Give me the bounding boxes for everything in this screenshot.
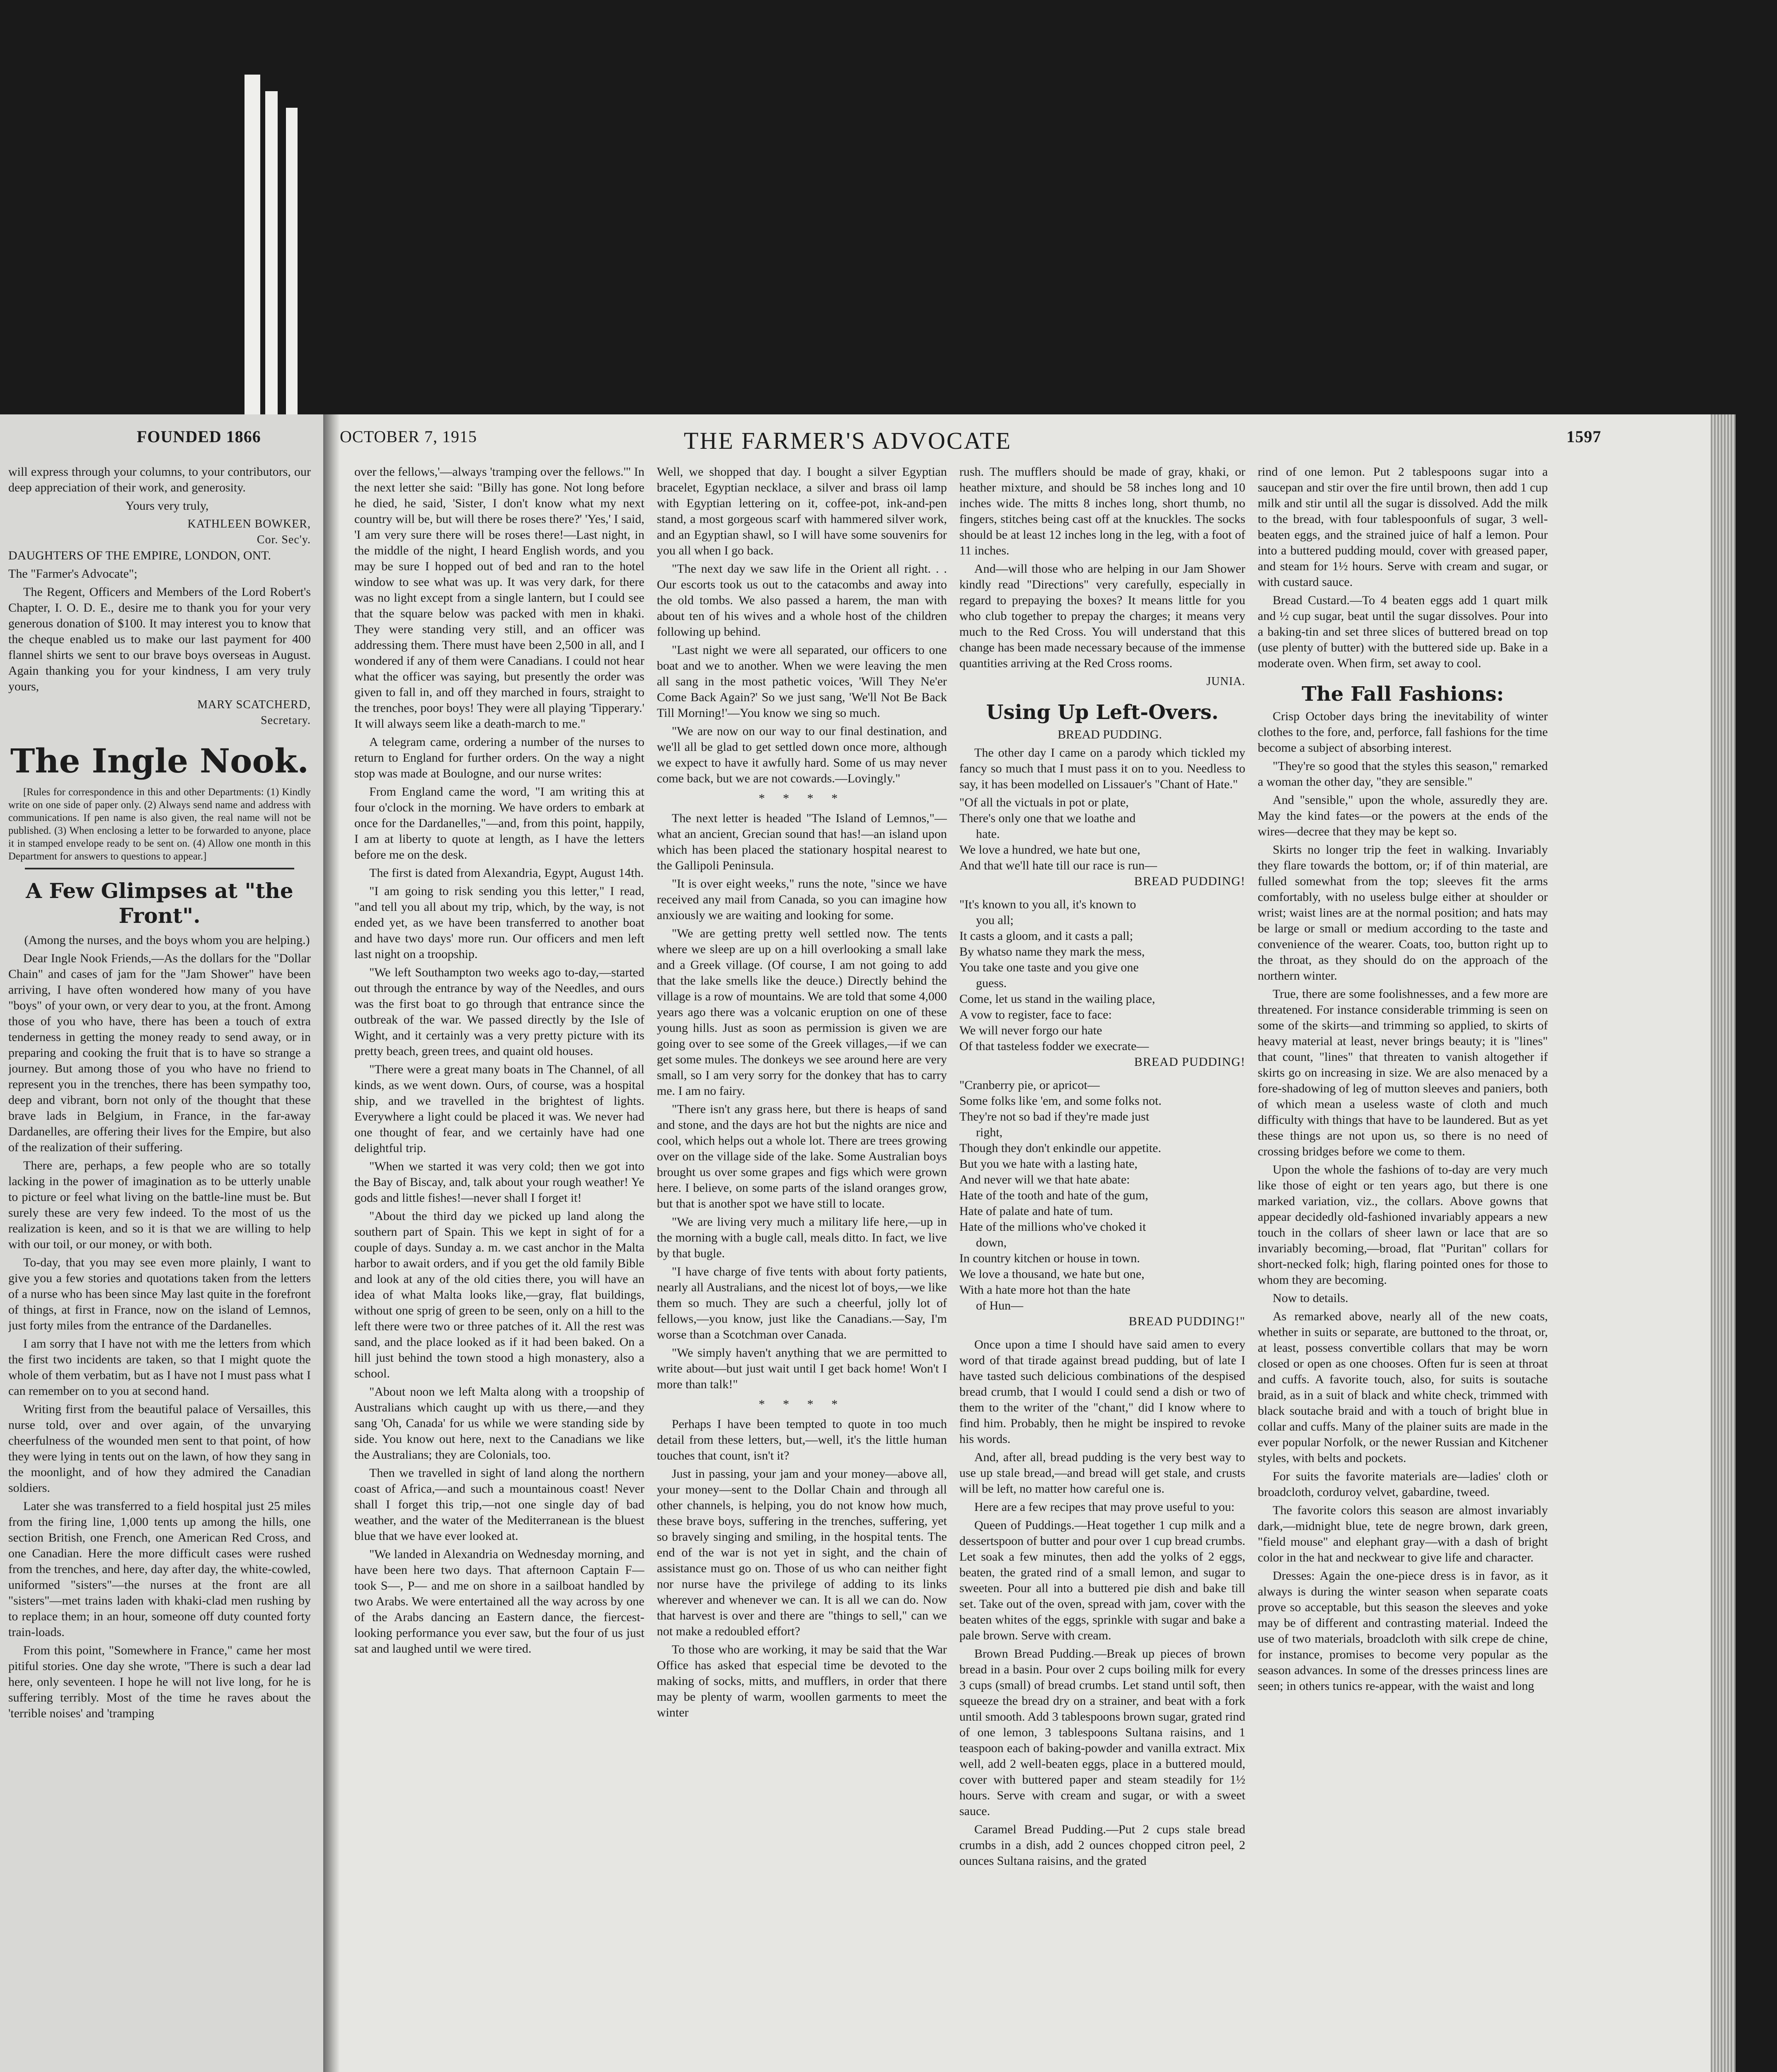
paragraph: "When we started it was very cold; then we got into the Bay of Biscay, and, talk about your rough weather! Ye gods and little fishes!—never shall I forget it! (354, 1159, 644, 1205)
recipe: Brown Bread Pudding.—Break up pieces of brown bread in a basin. Pour over 2 cups boiling milk for every 3 cups (small) of bread crumbs. Let stand until soft, then squeeze the bread dry on a strainer, and beat with a fork until smooth. Add 3 tablespoons brown sugar, grated rind of one lemon, 3 tablespoons Sultana raisins, and 1 teaspoon each of baking-powder and vanilla extract. Mix well, add 2 well-beaten eggs, place in a buttered mould, cover with buttered paper and steam steadily for 1½ hours. Serve with cream and sugar, or with a sweet sauce. (959, 1647, 1245, 1818)
column-1 (354, 464, 644, 2072)
paragraph: Dear Ingle Nook Friends,—As the dollars for the "Dollar Chain" and cases of jam for the "Jam Shower" have been arriving, I have often wondered how many of you have "boys" of your own, or very dear to you, at the front. Among those of you who have, there has been a touch of extra tenderness in getting the money ready to send away, or in preparing and cooking the fruit that is to have so strange a journey. But among those of you who have no friend to represent you in the trenches, there has been sympathy too, deep and vibrant, born not only of the thought that these brave lads in Belgium, in France, in the far-away Dardanelles, are offering their lives for the Empire, but also of the realization of their suffering. (8, 951, 311, 1154)
signature-title: Cor. Sec'y. (257, 533, 311, 546)
poem-line: We will never forgo our hate (959, 1024, 1102, 1037)
article-heading: Using Up Left-Overs. (986, 701, 1219, 724)
poem-line: guess. (976, 976, 1007, 990)
poem-line: By whatso name they mark the mess, (959, 945, 1145, 959)
recipe: Caramel Bread Pudding.—Put 2 cups stale bread crumbs in a dish, add 2 ounces chopped citron peel, 2 ounces Sultana raisins, and the grated (959, 1823, 1245, 1868)
poem-line: "It's known to you all, it's known to (959, 898, 1136, 911)
column-3 (959, 464, 1245, 2072)
poem-line: And that we'll hate till our race is run— (959, 859, 1157, 872)
paragraph: Just in passing, your jam and your money—above all, your money—sent to the Dollar Chain and through all other channels, is helping, you do not know how much, these brave boys, suffering in the trenches, suffering, yet so bravely singing and smiling, in the hospital tents. The end of the war is not yet in sight, and the chain of assistance must go on. Those of us who can neither fight nor nurse have the privilege of adding to its links wherever and whenever we can. It is all we can do. Now that harvest is over and there are "things to sell," can we not make a redoubled effort? (657, 1467, 947, 1638)
paragraph: "I am going to risk sending you this letter," I read, "and tell you all about my trip, which, by the way, is not ended yet, as we have been transferred to another boat and have two days' more run. Our officers and men left last night on a troopship. (354, 884, 644, 961)
poem-line: They're not so bad if they're made just (959, 1110, 1150, 1123)
section-heading: The Ingle Nook. (10, 741, 309, 780)
paragraph: "There isn't any grass here, but there is heaps of sand and stone, and the days are hot but the nights are nice and cool, which helps out a whole lot. There are trees growing over on the village side of the lake. Some Australian boys brought us over some grapes and figs which were grown here. I believe, on some parts of the island oranges grow, but that is another spot we have still to locate. (657, 1102, 947, 1210)
poem-line: We love a hundred, we hate but one, (959, 843, 1140, 857)
paragraph: "We are now on our way to our final destination, and we'll all be glad to get settled down once more, although we expect to have it awfully hard. Some of us may never come back, but we are not cowards.—Lovingly." (657, 724, 947, 785)
paragraph: "I have charge of five tents with about forty patients, nearly all Australians, and the nicest lot of boys,—we like them so much. They are such a cheerful, jolly lot of fellows,—you know, just like the Canadians.—Say, I'm worse than a Scotchman over Canada. (657, 1265, 947, 1341)
article-subheading: (Among the nurses, and the boys whom you are helping.) (24, 933, 310, 947)
letter-heading: DAUGHTERS OF THE EMPIRE, LONDON, ONT. (8, 549, 271, 562)
book-spine (323, 414, 340, 2072)
poem-line: A vow to register, face to face: (959, 1008, 1112, 1021)
paragraph: There are, perhaps, a few people who are so totally lacking in the power of imagination as to be utterly unable to picture or feel what living on the battle-line must be. But surely these are very few indeed. To the most of us the realization is keen, and so it is that we are willing to help with our toil, or our money, or with both. (8, 1159, 311, 1251)
poem (959, 795, 1245, 1329)
paragraph: Here are a few recipes that may prove useful to you: (974, 1500, 1235, 1514)
paragraph: Skirts no longer trip the feet in walking. Invariably they flare towards the bottom, or; if of thin material, are fulled somewhat from the top; sleeves fit the arms comfortably, with no useless bulge either at shoulder or wrist; waist lines are at the normal position; and hats may be large or small or medium according to the taste and convenience of the wearer. Coats, too, button right up to the throat, as they should do on the approach of the northern winter. (1258, 843, 1548, 983)
section-break: * * * * (758, 1397, 845, 1411)
paragraph: As remarked above, nearly all of the new coats, whether in suits or separate, are buttoned to the throat, or, at least, possess convertible collars that may be worn closed or open as one chooses. Often fur is seen at throat and cuffs. A favorite touch, also, for suits is soutache braid, as in a suit of black and white check, trimmed with black soutache braid and with a touch of bright blue in collar and cuffs. Many of the plainer suits are made in the ever popular Norfolk, or the newer Russian and Kitchener styles, with belts and pockets. (1258, 1310, 1548, 1465)
letter-text: The Regent, Officers and Members of the Lord Robert's Chapter, I. O. D. E., desire me to thank you for your very generous donation of $100. It may interest you to know that the cheque enabled us to make our last payment for 400 flannel shirts we sent to our brave boys overseas in August. Again thanking you for your kindness, I am very truly yours, (8, 585, 311, 693)
paragraph: "The next day we saw life in the Orient all right. . . Our escorts took us out to the catacombs and away into the old tombs. We also passed a harem, the man with about ten of his wives and a whole host of the children following up behind. (657, 562, 947, 639)
paragraph: Then we travelled in sight of land along the northern coast of Africa,—and such a mountainous coast! Never shall I forget this trip,—not one single day of bad weather, and the water of the Mediterranean is the bluest blue that we have ever looked at. (354, 1466, 644, 1543)
signature-name: MARY SCATCHERD, (197, 698, 311, 711)
paragraph: The favorite colors this season are almost invariably dark,—midnight blue, tete de negre brown, dark green, "field mouse" and elephant gray—with a dash of bright color in the hat and neckwear to give life and character. (1258, 1503, 1548, 1564)
poem-line: We love a thousand, we hate but one, (959, 1267, 1145, 1281)
rules-note: [Rules for correspondence in this and other Departments: (1) Kindly write on one side of paper only. (2) Always send name and address with communications. If pen name is also given, the real name will not be published. (3) When enclosing a letter to be forwarded to anyone, place it in stamped envelope ready to be sent on. (4) Allow one month in this Department for answers to questions to appear.] (8, 787, 311, 862)
paragraph: From this point, "Somewhere in France," came her most pitiful stories. One day she wrote, "There is such a dear lad here, only seventeen. I hope he will not live long, for he is suffering terribly. Most of the time he raves about the 'terrible noises' and 'tramping (8, 1644, 311, 1720)
poem-line: And never will we that hate abate: (959, 1173, 1130, 1186)
poem-line: But you we hate with a lasting hate, (959, 1157, 1138, 1171)
paragraph: "About noon we left Malta along with a troopship of Australians which caught up with us there,—and they sang 'Oh, Canada' for us while we were standing side by side. You know out here, next to the Canadians we like the Australians; they are Colonials, too. (354, 1385, 644, 1462)
poem-line: Some folks like 'em, and some folks not. (959, 1094, 1162, 1108)
recipe: Bread Custard.—To 4 beaten eggs add 1 quart milk and ½ cup sugar, beat until the sugar dissolves. Pour into a baking-tin and set three slices of buttered bread on top (use plenty of butter) with the buttered side up. Bake in a moderate oven. When firm, set away to cool. (1258, 593, 1548, 670)
paragraph: "We simply haven't anything that we are permitted to write about—but just wait until I get back home! Won't I more than talk!" (657, 1346, 947, 1391)
paragraph: "There were a great many boats in The Channel, of all kinds, as we went down. Ours, of course, was a hospital ship, and we travelled in the brightest of lights. Everywhere a light could be placed it was. We never had one thought of fear, and we certainly have had one delightful trip. (354, 1063, 644, 1155)
poem-line: Of that tasteless fodder we execrate— (959, 1039, 1149, 1053)
author-signature: JUNIA. (1206, 675, 1245, 688)
paragraph: rush. The mufflers should be made of gray, khaki, or heather mixture, and should be 58 inches long and 10 inches wide. The mitts 8 inches long, short thumb, no fingers, stitches being cast off at the knuckles. The socks should be at least 12 inches long in the leg, with a foot of 11 inches. (959, 465, 1245, 557)
paragraph: "It is over eight weeks," runs the note, "since we have received any mail from Canada, so you can imagine how anxiously we are waiting and looking for some. (657, 877, 947, 922)
founded-label: FOUNDED 1866 (137, 427, 261, 446)
poem-line: you all; (976, 913, 1014, 927)
paragraph: Crisp October days bring the inevitability of winter clothes to the fore, and, perforce, fall fashions for the time become a subject of absorbing interest. (1258, 709, 1548, 755)
poem-line: Hate of palate and hate of tum. (959, 1204, 1113, 1218)
paragraph: The next letter is headed "The Island of Lemnos,"—what an ancient, Grecian sound that has!—an island upon which has been placed the stationary hospital nearest to the Gallipoli Peninsula. (657, 811, 947, 872)
poem-line: "Cranberry pie, or apricot— (959, 1078, 1100, 1092)
poem-refrain: BREAD PUDDING! (1134, 874, 1245, 888)
paragraph: Perhaps I have been tempted to quote in too much detail from these letters, but,—well, it's the little human touches that count, isn't it? (657, 1417, 947, 1462)
paragraph: And, after all, bread pudding is the very best way to use up stale bread,—and bread will get stale, and crusts will be left, no matter how careful one is. (959, 1450, 1245, 1496)
poem-refrain: BREAD PUDDING! (1134, 1055, 1245, 1069)
poem-line: In country kitchen or house in town. (959, 1251, 1140, 1265)
binding-tape (265, 91, 278, 414)
paragraph: Once upon a time I should have said amen to every word of that tirade against bread pudding, but of late I have tasted such delicious combinations of the despised bread crumb, that I would I could send a dish or two of them to the writer of the "chant," did I know where to find him. Probably, then he might be inspired to revoke his words. (959, 1338, 1245, 1446)
poem-line: hate. (976, 827, 1000, 841)
signature-name: KATHLEEN BOWKER, (187, 518, 311, 530)
paragraph: True, there are some foolishnesses, and a few more are threatened. For instance considerable trimming is seen on some of the skirts—and trimming so applied, to skirts of heavy material at least, never brings beauty; it is "lines" that count, "lines" that threaten to vanish altogether if skirts go on increasing in size. We are also menaced by a fore-shadowing of leg of mutton sleeves and paniers, both of which mean a useless waste of cloth and much difficulty with things that have to be laundered. But as yet these things are not upon us, so there is no need of crossing bridges before we come to them. (1258, 987, 1548, 1158)
paragraph: Now to details. (1273, 1291, 1348, 1305)
section-break: * * * * (758, 792, 845, 805)
poem-line: Hate of the tooth and hate of the gum, (959, 1188, 1148, 1202)
poem-line: Come, let us stand in the wailing place, (959, 992, 1155, 1006)
paragraph: over the fellows,'—always 'tramping over the fellows.'" In the next letter she said: "Billy has gone. Not long before he died, he said, 'Sister, I don't know what my next country will be, but will there be roses there?' 'Yes,' I said, 'I am very sure there will be roses there!—Last night, in the middle of the night, I heard English words, and you may be sure I hopped out of bed and ran to the hotel window to see what was up. It was very dark, for there was no light except from a single lantern, but I could see that the square below was packed with men in khaki. They were standing very still, and an officer was addressing them. There must have been 2,500 in all, and I wondered if any of them were Canadians. I could not hear what the officer was saying, but presently the order was given to fall in, and off they marched in fours, straight to the trenches, poor boys! They were all playing 'Tipperary.' It will always seem like a death-march to me." (354, 465, 644, 731)
letter-closing: Yours very truly, (125, 499, 209, 513)
binding-tape (245, 75, 260, 414)
paragraph: And "sensible," upon the whole, assuredly they are. May the kind fates—or the powers at the ends of the wires—decree that they may be kept so. (1258, 793, 1548, 838)
letter-salutation: The "Farmer's Advocate"; (8, 567, 138, 581)
poem-line: right, (976, 1126, 1003, 1139)
poem-line: of Hun— (976, 1299, 1024, 1312)
article-subheading: BREAD PUDDING. (1058, 728, 1162, 741)
paragraph: Writing first from the beautiful palace of Versailles, this nurse told, over and over again, of the unvarying cheerfulness of the wounded men sent to that point, of how they were lying in tents out on the lawn, of how they sang in the moonlight, and of how they admired the Canadian soldiers. (8, 1402, 311, 1495)
paragraph: "We are living very much a military life here,—up in the morning with a bugle call, meals ditto. In fact, we live by that bugle. (657, 1215, 947, 1260)
newspaper-title: THE FARMER'S ADVOCATE (684, 427, 1012, 454)
column-left-page (8, 464, 311, 2072)
page-number: 1597 (1566, 427, 1601, 446)
poem-line: With a hate more hot than the hate (959, 1283, 1131, 1297)
paragraph: "We left Southampton two weeks ago to-day,—started out through the entrance by way of the Needles, and ours was the first boat to go through that entrance since the outbreak of the war. We passed directly by the Isle of Wight, and it certainly was a very pretty picture with its pretty beach, green trees, and quaint old houses. (354, 966, 644, 1058)
article-heading: A Few Glimpses at "the Front". (26, 879, 293, 928)
recipe: Queen of Puddings.—Heat together 1 cup milk and a dessertspoon of butter and pour over 1 cup bread crumbs. Let soak a few minutes, then add the yolks of 2 eggs, beaten, the grated rind of a small lemon, and sugar to sweeten. Pour all into a buttered pie dish and bake till set. Take out of the oven, spread with jam, cover with the beaten whites of the eggs, sprinkle with sugar and bake a pale brown. Serve with cream. (959, 1518, 1245, 1642)
paragraph: "Last night we were all separated, our officers to one boat and we to another. When we were leaving the men all sang in the most pathetic voices, 'Will They Ne'er Come Back Again?' So we just sang, 'We'll Not Be Back Till Morning!'—You know we sing so much. (657, 643, 947, 720)
paragraph: Later she was transferred to a field hospital just 25 miles from the firing line, 1,000 tents up among the hills, one section British, one French, one American Red Cross, and one Canadian. Here the more difficult cases were rushed from the trenches, and here, day after day, the white-cowled, uniformed "sisters"—the nurses at the front are all "sisters"—met trains laden with khaki-clad men rushing by to replace them; in an hour, someone off duty counted forty train-loads. (8, 1499, 311, 1639)
paragraph: I am sorry that I have not with me the letters from which the first two incidents are taken, so that I might quote the whole of them verbatim, but as I have not I must pass what I can remember on to you at second hand. (8, 1337, 311, 1398)
poem-line: down, (976, 1236, 1007, 1249)
paragraph: "We landed in Alexandria on Wednesday morning, and have been here two days. That afternoon Captain F— took S—, P— and me on shore in a sailboat handled by two Arabs. We were entertained all the way across by one of the Arabs dancing an Eastern dance, the fiercest-looking performance you ever saw, but the four of us just sat and laughed until we were tired. (354, 1547, 644, 1656)
signature-title: Secretary. (261, 714, 311, 727)
paragraph: The first is dated from Alexandria, Egypt, August 14th. (369, 866, 644, 880)
issue-date: OCTOBER 7, 1915 (340, 427, 477, 446)
paragraph: The other day I came on a parody which tickled my fancy so much that I must pass it on to you. Needless to say, it has been modelled on Lissauer's "Chant of Hate." (959, 746, 1245, 791)
paragraph: To those who are working, it may be said that the War Office has asked that especial time be devoted to the making of socks, mitts, and mufflers, in order that there may be plenty of warm, woollen garments to meet the winter (657, 1643, 947, 1719)
paragraph: "About the third day we picked up land along the southern part of Spain. This we kept in sight of for a couple of days. Sunday a. m. we cast anchor in the Malta harbor to await orders, and if you get the old family Bible and look at any of the old cities there, you will have an idea of what Malta looks like,—gray, flat buildings, without one sprig of green to be seen, only on a hill to the left there were two or three patches of it. All the rest was sand, and the place looked as if it had been baked. On a hill just behind the town stood a high monastery, also a school. (354, 1209, 644, 1380)
poem-line: "Of all the victuals in pot or plate, (959, 796, 1129, 809)
poem-line: There's only one that we loathe and (959, 811, 1136, 825)
binding-tape (286, 108, 298, 414)
poem-line: It casts a gloom, and it casts a pall; (959, 929, 1133, 943)
paragraph: From England came the word, "I am writing this at four o'clock in the morning. We have orders to embark at once for the Dardanelles,"—and, from this point, happily, I am at liberty to quote at length, as I have the letters before me on the desk. (354, 785, 644, 862)
poem-line: Though they don't enkindle our appetite. (959, 1141, 1161, 1155)
paragraph: To-day, that you may see even more plainly, I want to give you a few stories and quotations taken from the letters of a nurse who has been since May last quite in the forefront of things, at first in France, now on the island of Lemnos, just forty miles from the entrance of the Dardanelles. (8, 1256, 311, 1332)
paragraph: For suits the favorite materials are—ladies' cloth or broadcloth, corduroy velvet, gabardine, tweed. (1258, 1469, 1548, 1499)
paragraph: Upon the whole the fashions of to-day are very much like those of eight or ten years ago, but there is one marked variation, viz., the collars. Above gowns that appear decidedly old-fashioned invariably appears a new touch in the collars of sheer lawn or lace that are so invariably becoming,—broad, flat "Puritan" collars for short-necked folk; high, flaring pointed ones for those to whom they are becoming. (1258, 1163, 1548, 1287)
paragraph: Well, we shopped that day. I bought a silver Egyptian bracelet, Egyptian necklace, a silver and brass oil lamp with Egyptian lettering on it, coffee-pot, ink-and-pen stand, a most gorgeous scarf with hammered silver work, and an Egyptian shawl, so I will have some souvenirs for you all when I go back. (657, 465, 947, 557)
article-heading: The Fall Fashions: (1302, 683, 1504, 706)
paragraph: A telegram came, ordering a number of the nurses to return to England for further orders. On the way a night stop was made at Boulogne, and our nurse writes: (354, 735, 644, 780)
letter-text: will express through your columns, to your contributors, our deep appreciation of their work, and generosity. (8, 465, 311, 494)
paragraph: Dresses: Again the one-piece dress is in favor, as it always is during the winter season when separate coats prove so acceptable, but this season the sleeves and yoke may be of different and contrasting material. Indeed the use of two materials, broadcloth with silk crepe de chine, for instance, promises to become very popular as the season advances. In some of the dresses princess lines are seen; in others tunics re-appear, with the waist and long (1258, 1569, 1548, 1693)
column-4 (1258, 464, 1548, 2072)
poem-line: Hate of the millions who've choked it (959, 1220, 1146, 1234)
page-edges (1711, 414, 1736, 2072)
column-2 (657, 464, 947, 2072)
divider (25, 868, 294, 869)
paragraph: "They're so good that the styles this season," remarked a woman the other day, "they are sensible." (1258, 759, 1548, 789)
poem-line: You take one taste and you give one (959, 961, 1139, 974)
paragraph: "We are getting pretty well settled now. The tents where we sleep are up on a hill overlooking a small lake and a Greek village. (Of course, I am not going to add that the lake smells like the deuce.) Directly behind the village is a row of mountains. We are told that some 4,000 years ago there was a volcanic eruption on one of these young hills. Just as soon as permission is given we are going over to see some of the Greek villages,—if we can get some mules. The donkeys we see around here are very small, so I am very sorry for the donkey that has to carry me. I am no fairy. (657, 927, 947, 1098)
poem-refrain: BREAD PUDDING!" (1128, 1314, 1245, 1328)
recipe: rind of one lemon. Put 2 tablespoons sugar into a saucepan and stir over the fire until brown, then add 1 cup milk and stir until all the sugar is dissolved. Add the milk to the bread, with four tablespoonfuls of sugar, 3 well-beaten eggs, and the strained juice of half a lemon. Pour into a buttered pudding mould, cover with greased paper, and steam for 1½ hours. Serve with cream and sugar, or with custard sauce. (1258, 465, 1548, 589)
paragraph: And—will those who are helping in our Jam Shower kindly read "Directions" very carefully, especially in regard to prepaying the boxes? It means little for you who club together to prepay the charges; it means very much to the Red Cross. You will understand that this change has been made necessary because of the immense quantities arriving at the Red Cross rooms. (959, 562, 1245, 670)
